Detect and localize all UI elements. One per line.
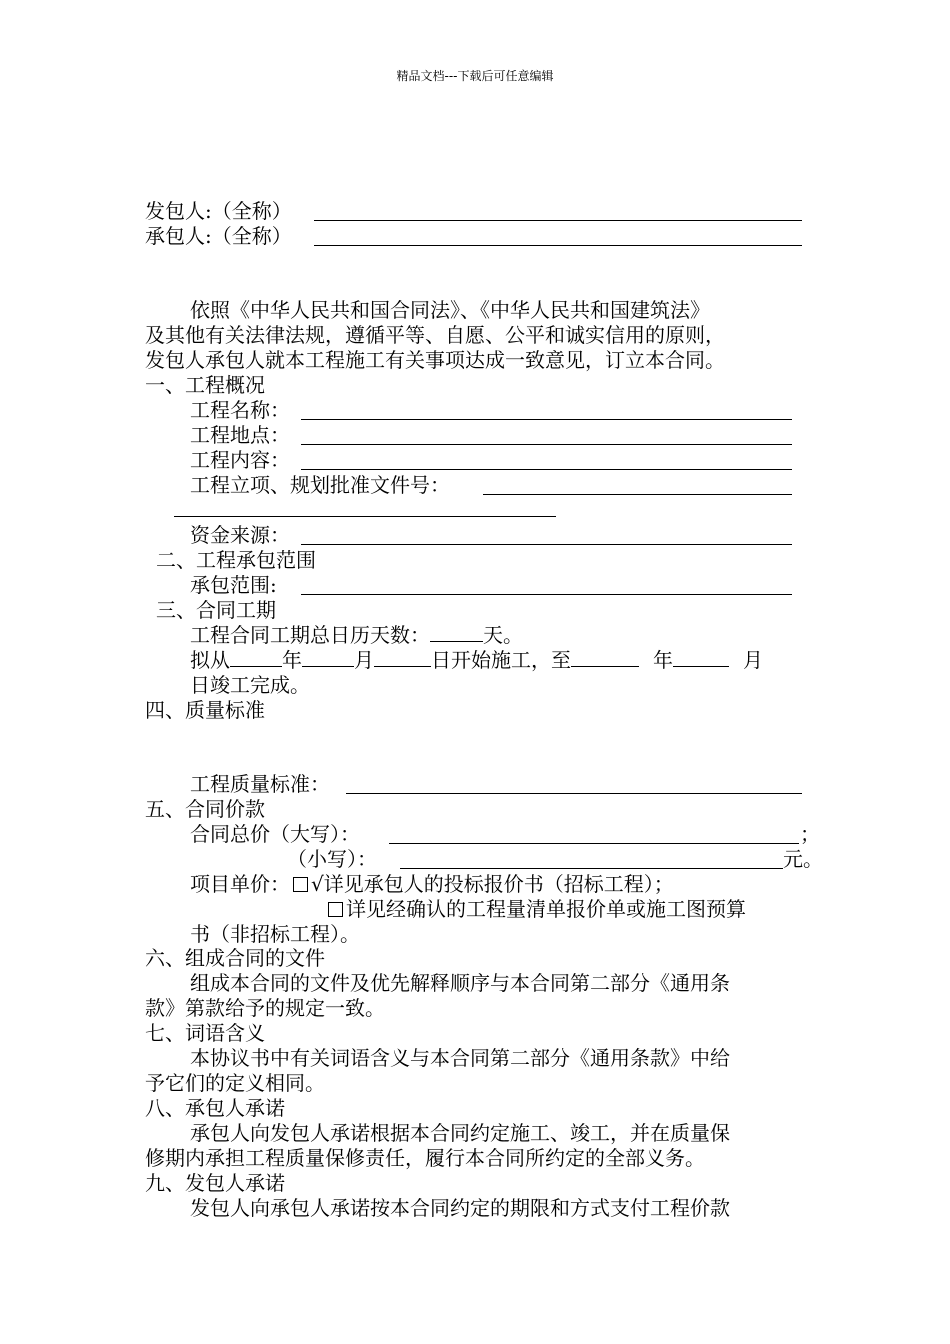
section-1-title: 一、工程概况 [145, 373, 265, 397]
unit-price-option-2 [328, 897, 746, 922]
quality-standard-blank [346, 793, 802, 794]
total-price-upper-label: 合同总价（大写）： [190, 822, 360, 846]
intro-line-1: 依照《中华人民共和国合同法》、《中华人民共和国建筑法》 [190, 298, 710, 322]
section-8-title: 八、承包人承诺 [145, 1096, 285, 1120]
project-name-label: 工程名称： [190, 398, 290, 422]
section-8-para-2: 修期内承担工程质量保修责任，履行本合同所约定的全部义务。 [145, 1146, 705, 1170]
checkbox-budget[interactable] [328, 902, 343, 917]
start-year-blank [230, 648, 282, 667]
unit-price-label: 项目单价： [190, 872, 290, 896]
option-budget: 详见经确认的工程量清单报价单或施工图预算 [346, 897, 746, 921]
intro-line-3: 发包人承包人就本工程施工有关事项达成一致意见，订立本合同。 [145, 348, 725, 372]
section-6-para-2: 款》第款给予的规定一致。 [145, 996, 385, 1020]
finish-line: 日竣工完成。 [190, 673, 310, 697]
end-year-blank [571, 648, 639, 667]
checkbox-bid-quote[interactable] [293, 877, 308, 892]
project-content-label: 工程内容： [190, 448, 290, 472]
option-budget-continued: 书（非招标工程）。 [190, 922, 360, 946]
contractor-blank [314, 245, 802, 246]
end-year-label: 年 [653, 648, 673, 672]
total-days-blank [430, 623, 483, 642]
approval-blank-continued [174, 516, 556, 517]
section-8-para-1: 承包人向发包人承诺根据本合同约定施工、竣工，并在质量保 [190, 1121, 730, 1145]
days-unit: 天。 [483, 623, 523, 647]
semicolon: ； [800, 822, 820, 846]
page-header: 精品文档---下载后可任意编辑 [396, 69, 554, 83]
funding-label: 资金来源： [190, 523, 290, 547]
employer-blank [314, 220, 802, 221]
unit-price-line [190, 872, 674, 897]
section-3-title: 三、合同工期 [156, 598, 276, 622]
contractor-label: 承包人:（全称） [145, 224, 292, 248]
total-price-upper-blank [389, 843, 799, 844]
funding-blank [301, 544, 792, 545]
section-4-title: 四、质量标准 [145, 698, 265, 722]
intro-line-2: 及其他有关法律法规，遵循平等、自愿、公平和诚实信用的原则， [145, 323, 725, 347]
section-7-para-1: 本协议书中有关词语含义与本合同第二部分《通用条款》中给 [190, 1046, 730, 1070]
employer-label: 发包人:（全称） [145, 199, 292, 223]
yuan-label: 元。 [783, 847, 823, 871]
scope-blank [301, 594, 792, 595]
project-location-label: 工程地点： [190, 423, 290, 447]
start-label: 日开始施工，至 [431, 648, 571, 672]
month-label: 月 [354, 648, 374, 672]
start-month-blank [302, 648, 354, 667]
section-7-para-2: 予它们的定义相同。 [145, 1071, 325, 1095]
section-9-para-1: 发包人向承包人承诺按本合同约定的期限和方式支付工程价款 [190, 1196, 730, 1220]
total-days-label: 工程合同工期总日历天数： [190, 623, 430, 647]
section-6-para-1: 组成本合同的文件及优先解释顺序与本合同第二部分《通用条 [190, 971, 730, 995]
project-content-blank [301, 469, 792, 470]
total-price-lower-label: （小写）： [287, 847, 377, 871]
project-location-blank [301, 444, 792, 445]
quality-standard-label: 工程质量标准： [190, 772, 330, 796]
total-days-line [190, 623, 523, 648]
section-6-title: 六、组成合同的文件 [145, 946, 325, 970]
approval-label: 工程立项、规划批准文件号： [190, 473, 450, 497]
section-5-title: 五、合同价款 [145, 797, 265, 821]
year-label: 年 [282, 648, 302, 672]
section-7-title: 七、词语含义 [145, 1021, 265, 1045]
total-price-lower-blank [400, 868, 783, 869]
from-label: 拟从 [190, 648, 230, 672]
end-month-blank [673, 648, 729, 667]
start-day-blank [374, 648, 431, 667]
scope-label: 承包范围: [190, 573, 277, 597]
schedule-line [190, 648, 763, 673]
approval-blank [483, 494, 792, 495]
project-name-blank [301, 419, 792, 420]
option-bid-quote: √详见承包人的投标报价书（招标工程）； [311, 872, 674, 896]
section-9-title: 九、发包人承诺 [145, 1171, 285, 1195]
section-2-title: 二、工程承包范围 [156, 548, 316, 572]
end-month-label: 月 [743, 648, 763, 672]
